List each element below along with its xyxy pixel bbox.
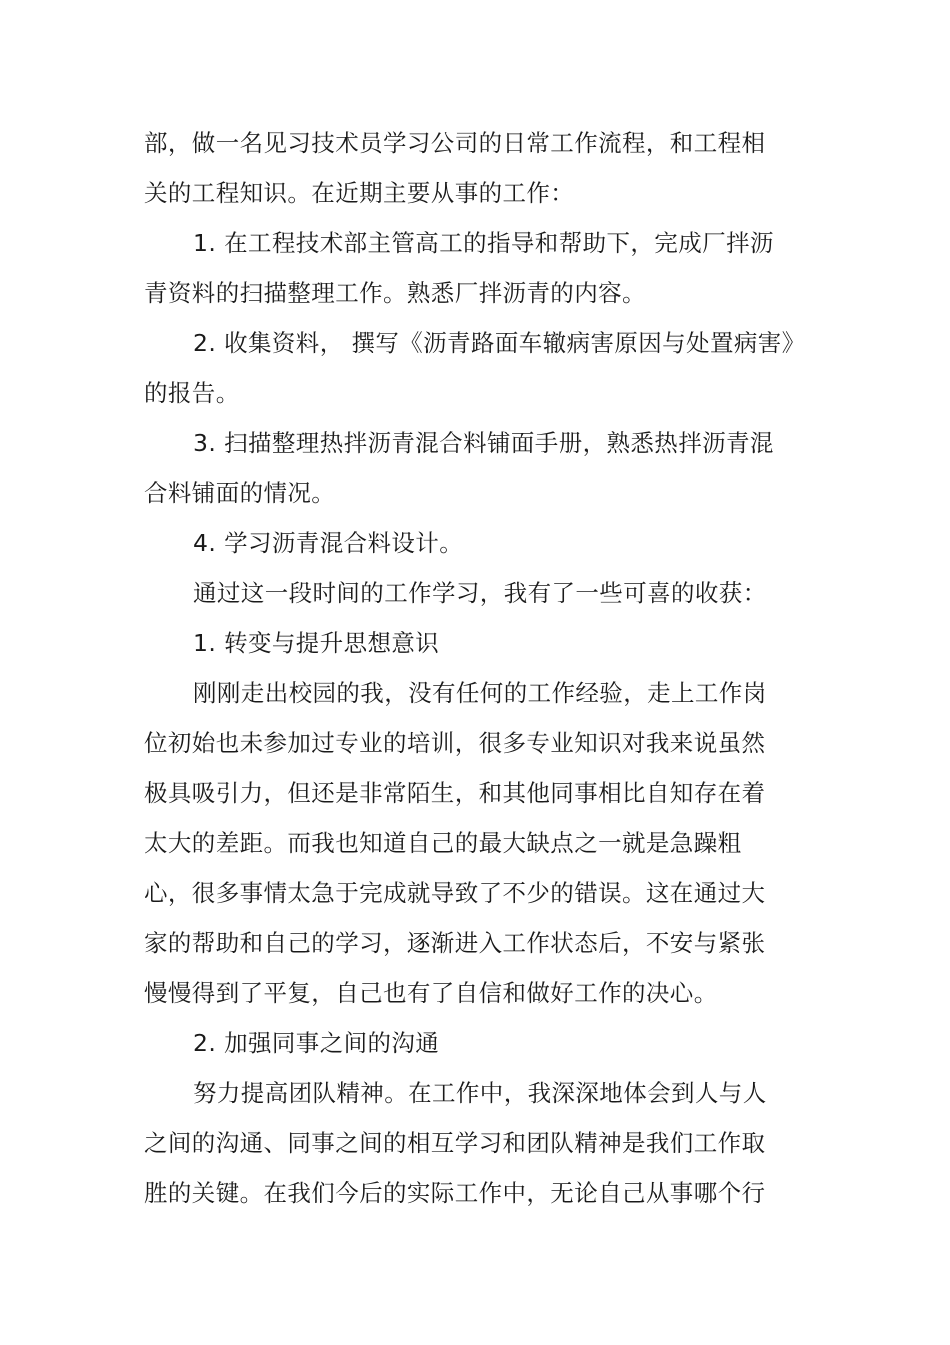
text-line: 2. 加强同事之间的沟通	[193, 1029, 440, 1057]
text-line: 关的工程知识。在近期主要从事的工作：	[144, 179, 575, 207]
text-line: 心，很多事情太急于完成就导致了不少的错误。这在通过大	[144, 879, 766, 907]
text-line: 胜的关键。在我们今后的实际工作中，无论自己从事哪个行	[144, 1179, 766, 1207]
text-line: 1. 转变与提升思想意识	[193, 629, 440, 657]
text-line: 的报告。	[144, 379, 240, 407]
document-body	[144, 118, 806, 1218]
text-line: 合料铺面的情况。	[144, 479, 336, 507]
text-line: 家的帮助和自己的学习，逐渐进入工作状态后，不安与紧张	[144, 929, 766, 957]
text-line: 慢慢得到了平复，自己也有了自信和做好工作的决心。	[144, 979, 718, 1007]
text-line: 极具吸引力，但还是非常陌生，和其他同事相比自知存在着	[144, 779, 766, 807]
text-line: 3. 扫描整理热拌沥青混合料铺面手册，熟悉热拌沥青混	[193, 429, 774, 457]
text-line: 位初始也未参加过专业的培训，很多专业知识对我来说虽然	[144, 729, 766, 757]
text-line: 刚刚走出校园的我，没有任何的工作经验，走上工作岗	[193, 679, 767, 707]
text-line: 通过这一段时间的工作学习，我有了一些可喜的收获：	[193, 579, 767, 607]
text-line: 努力提高团队精神。在工作中，我深深地体会到人与人	[193, 1079, 767, 1107]
text-line: 4. 学习沥青混合料设计。	[193, 529, 464, 557]
text-line: 2. 收集资料， 撰写《沥青路面车辙病害原因与处置病害》	[193, 329, 806, 357]
text-line: 青资料的扫描整理工作。熟悉厂拌沥青的内容。	[144, 279, 646, 307]
text-line: 部，做一名见习技术员学习公司的日常工作流程，和工程相	[144, 129, 766, 157]
text-line: 1. 在工程技术部主管高工的指导和帮助下，完成厂拌沥	[193, 229, 774, 257]
text-line: 之间的沟通、同事之间的相互学习和团队精神是我们工作取	[144, 1129, 766, 1157]
text-line: 太大的差距。而我也知道自己的最大缺点之一就是急躁粗	[144, 829, 742, 857]
